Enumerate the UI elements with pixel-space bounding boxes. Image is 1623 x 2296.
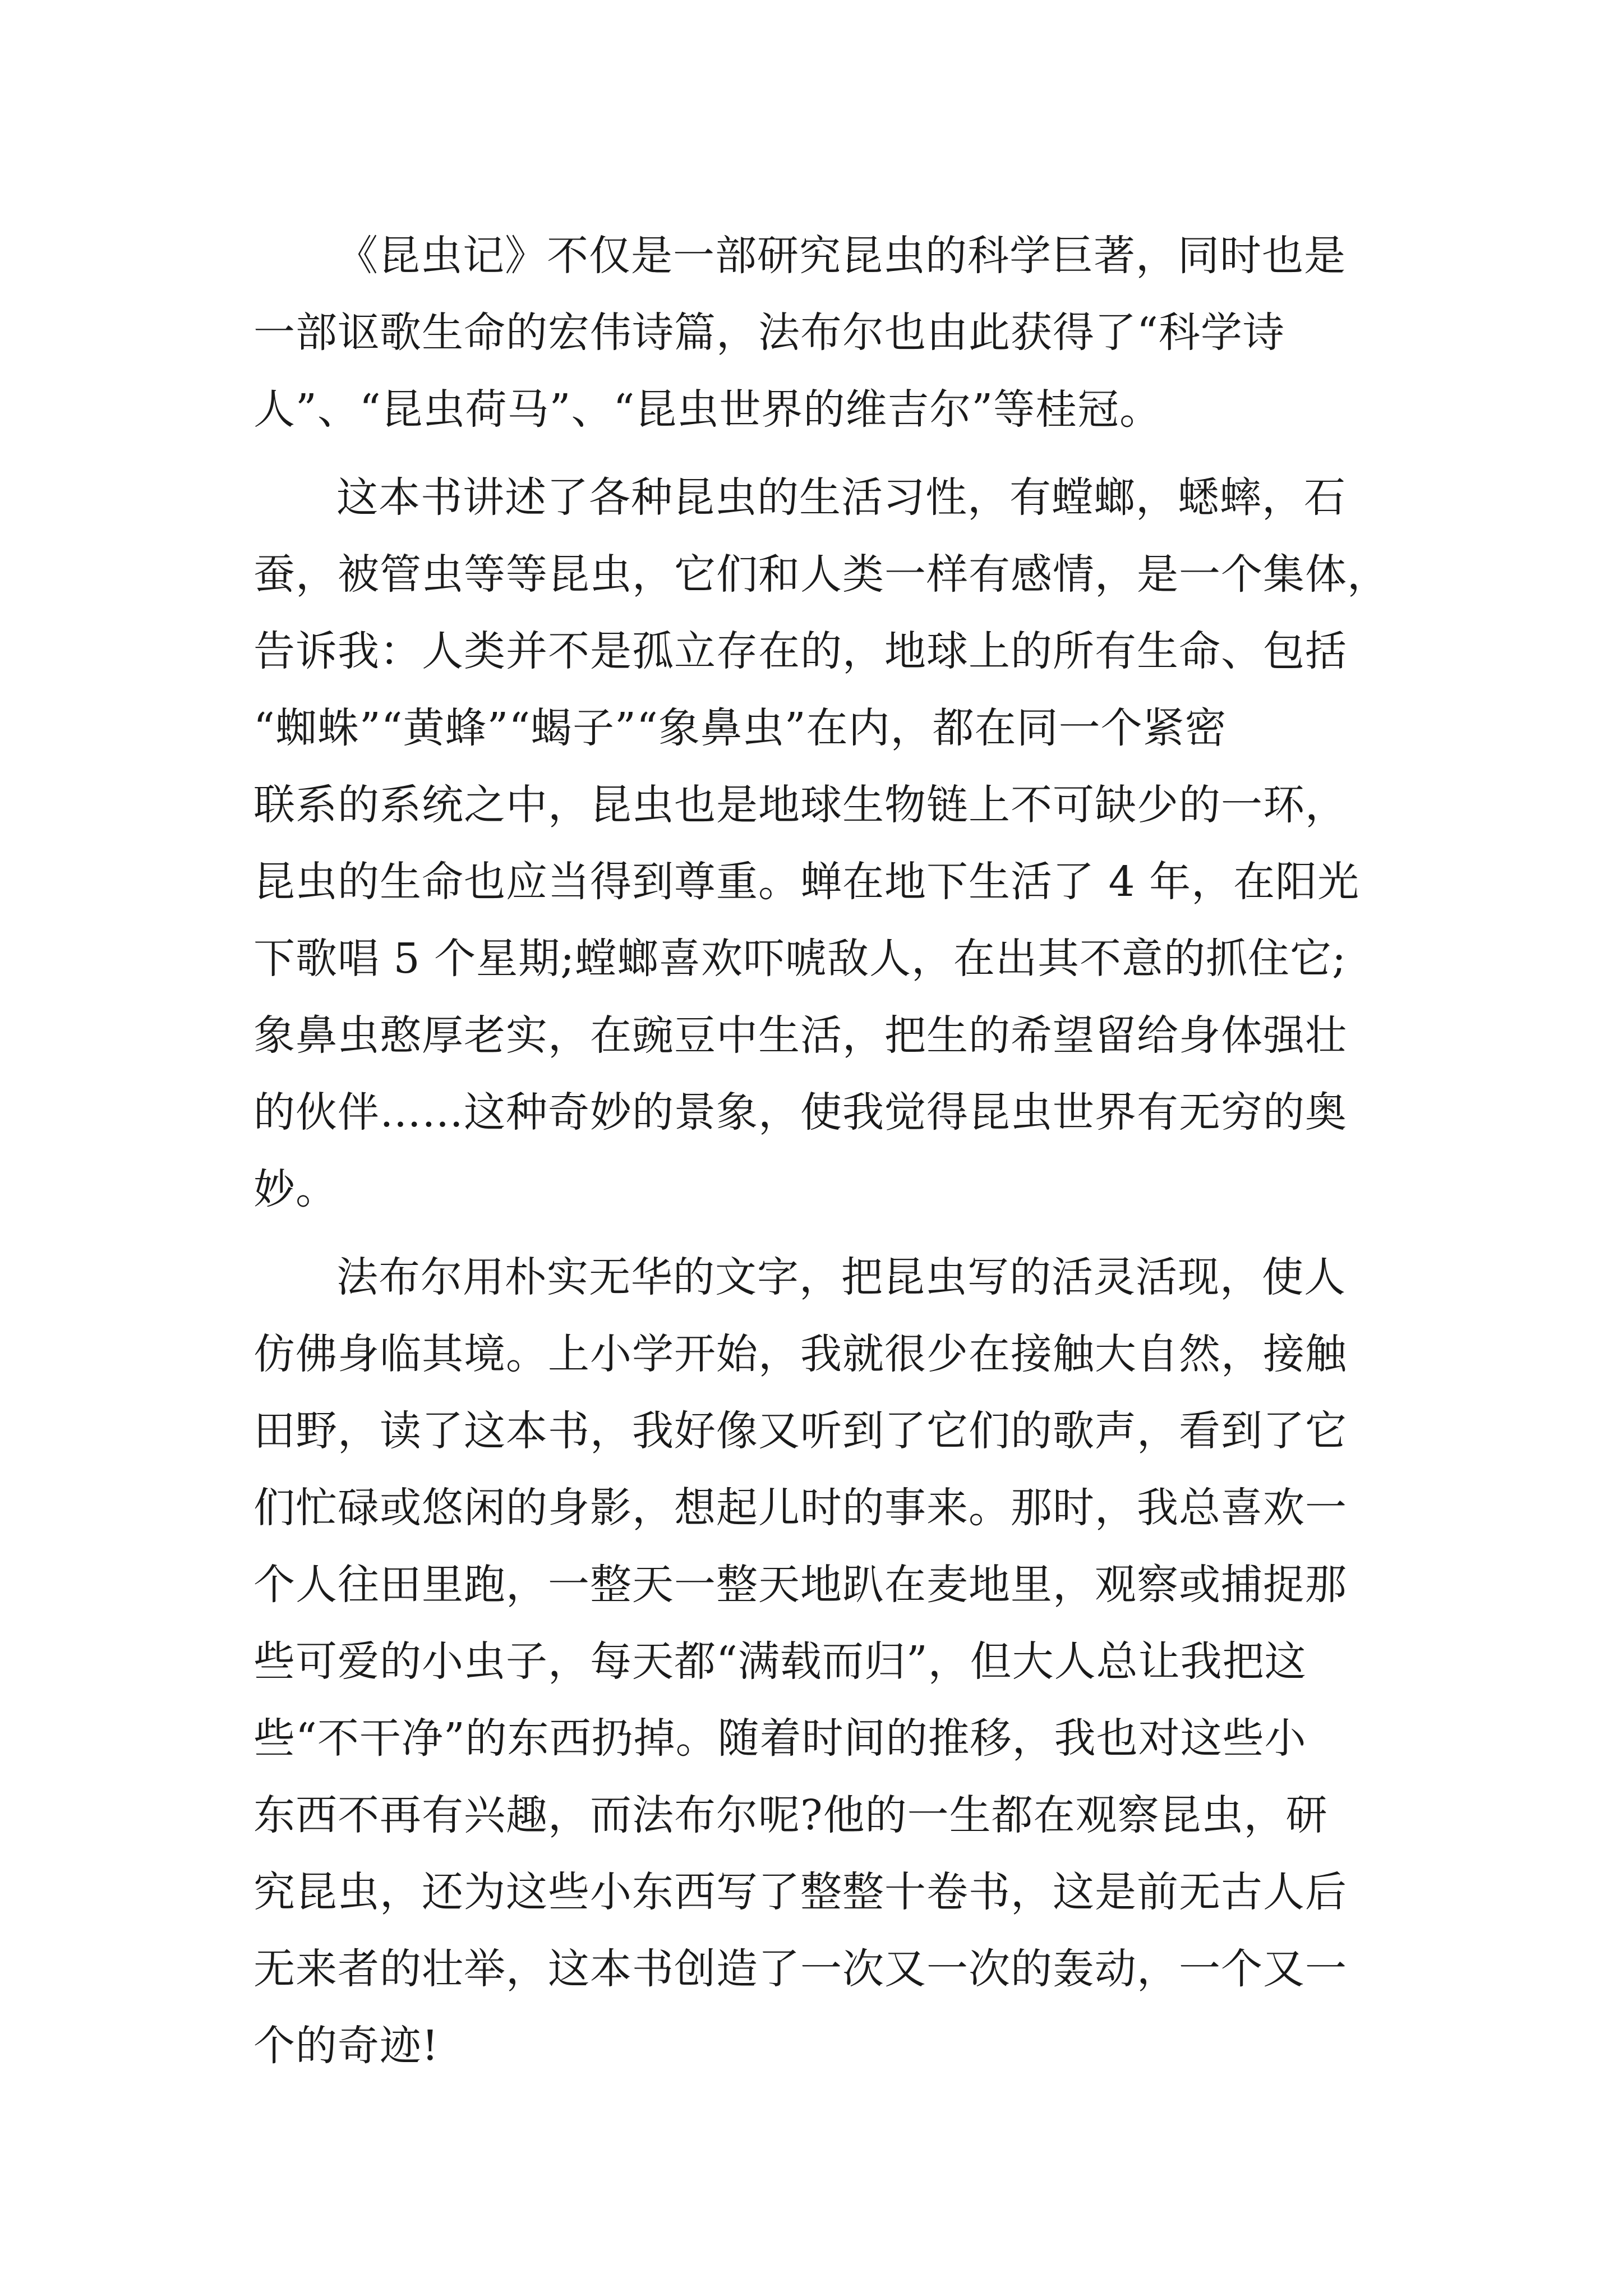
paragraph-2: 这本书讲述了各种昆虫的生活习性，有螳螂，蟋蟀，石 蚕，被管虫等等昆虫，它们和人类一样有感情，是一个集体， 告诉我：人类并不是孤立存在的，地球上的所有生命、包括 “蜘蛛”“黄蜂”“蝎子”“象鼻虫”在内，都在同一个紧密 联系的系统之中，昆虫也是地球生物链上不可缺少的一环， 昆虫的生命也应当得到尊重。蝉在地下生活了 4 年，在阳光 下歌唱 5 个星期;螳螂喜欢吓唬敌人，在出其不意的抓住它; 象鼻虫憨厚老实，在豌豆中生活，把生的希望留给身体强壮 的伙伴……这种奇妙的景象，使我觉得昆虫世界有无穷的奥 妙。 — [253, 473, 1389, 1213]
document-body — [253, 218, 1392, 2096]
paragraph-1: 《昆虫记》不仅是一部研究昆虫的科学巨著，同时也是 一部讴歌生命的宏伟诗篇，法布尔也由此获得了“科学诗 人”、“昆虫荷马”、“昆虫世界的维吉尔”等桂冠。 — [253, 232, 1346, 434]
paragraph-3: 法布尔用朴实无华的文字，把昆虫写的活灵活现，使人 仿佛身临其境。上小学开始，我就很少在接触大自然，接触 田野，读了这本书，我好像又听到了它们的歌声，看到了它 们忙碌或悠闲的身影，想起儿时的事来。那时，我总喜欢一 个人往田里跑，一整天一整天地趴在麦地里，观察或捕捉那 些可爱的小虫子，每天都“满载而归”，但大人总让我把这 些“不干净”的东西扔掉。随着时间的推移，我也对这些小 东西不再有兴趣，而法布尔呢?他的一生都在观察昆虫，研 究昆虫，还为这些小东西写了整整十卷书，这是前无古人后 无来者的壮举，这本书创造了一次又一次的轰动，一个又一 个的奇迹! — [253, 1253, 1347, 2070]
